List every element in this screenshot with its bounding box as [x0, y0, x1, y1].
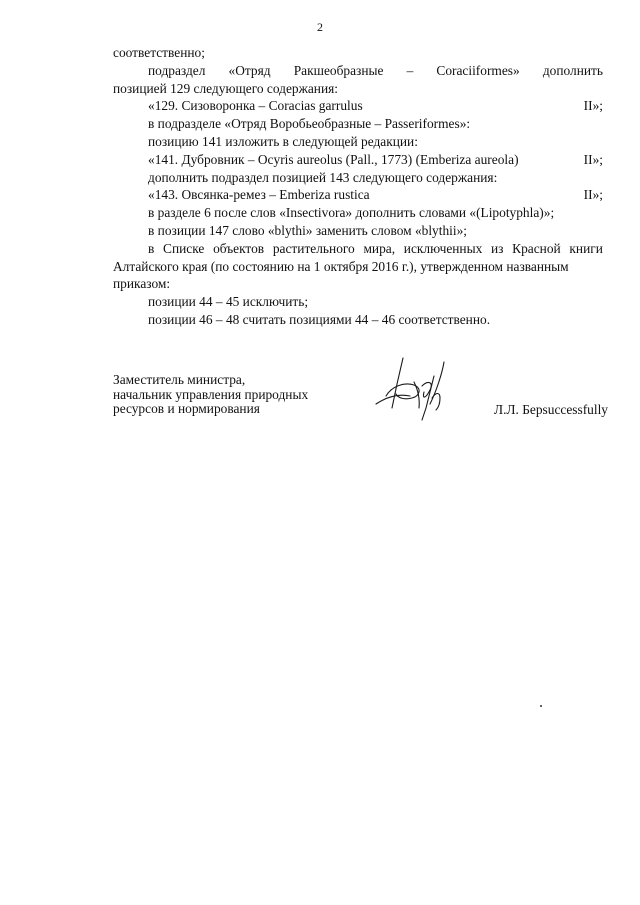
entry-text: «141. Дубровник – Ocyris aureolus (Pall., 1773) (Emberiza aureola) — [148, 151, 519, 167]
word: из — [491, 240, 504, 256]
text-line: позиции 44 – 45 исключить; — [148, 294, 309, 310]
signatory-name: Л.Л. Берsuccessfully — [494, 402, 608, 417]
signatory-title — [113, 373, 308, 417]
text-line-entry — [148, 186, 603, 204]
word: «Отряд — [228, 62, 271, 78]
signatory-title-line: начальник управления природных — [113, 386, 309, 402]
text-line: Алтайского края (по состоянию на 1 октября 2016 г.), утвержденном названным — [113, 258, 569, 274]
word: подраздел — [148, 62, 206, 78]
word: мира, — [363, 240, 396, 256]
text-line: позицией 129 следующего содержания: — [113, 80, 339, 96]
text-line-justified — [148, 62, 603, 80]
word: исключенных — [403, 240, 483, 256]
word: – — [406, 62, 414, 78]
text-line: позиции 46 – 48 считать позициями 44 – 46 соответственно. — [148, 312, 491, 327]
page-number: 2 — [317, 20, 323, 34]
entry-category: II»; — [583, 187, 603, 203]
speck — [540, 705, 542, 707]
word: Ракшеобразные — [293, 62, 384, 78]
text-line: в позиции 147 слово «blythi» заменить словом «blythii»; — [148, 223, 468, 238]
signatory-title-line: Заместитель министра, — [113, 372, 246, 387]
word: растительного — [272, 240, 355, 256]
text-line: соответственно; — [113, 45, 205, 60]
text-line: в подразделе «Отряд Воробьеобразные – Passeriformes»: — [148, 116, 471, 132]
text-line: дополнить подраздел позицией 143 следующего содержания: — [148, 169, 498, 185]
entry-category: II»; — [583, 98, 603, 114]
word: Списке — [163, 240, 205, 256]
word: объектов — [213, 240, 265, 256]
text-line: позицию 141 изложить в следующей редакции: — [148, 134, 418, 149]
entry-text: «129. Сизоворонка – Coracias garrulus — [148, 98, 363, 114]
text-line: приказом: — [113, 276, 171, 292]
text-line-entry — [148, 97, 603, 115]
word: книги — [569, 240, 603, 256]
word: Красной — [512, 240, 561, 256]
text-line-justified — [148, 240, 603, 258]
text-line: в разделе 6 после слов «Insectivora» дополнить словами «(Lipotyphla)»; — [148, 205, 555, 221]
handwritten-signature — [370, 352, 460, 424]
word: в — [148, 240, 155, 256]
entry-text: «143. Овсянка-ремез – Emberiza rustica — [148, 187, 370, 203]
word: Coraciiformes» — [436, 62, 520, 78]
signatory-title-line: ресурсов и нормирования — [113, 401, 260, 416]
word: дополнить — [542, 62, 603, 78]
entry-category: II»; — [583, 151, 603, 167]
text-line-entry — [148, 151, 603, 169]
